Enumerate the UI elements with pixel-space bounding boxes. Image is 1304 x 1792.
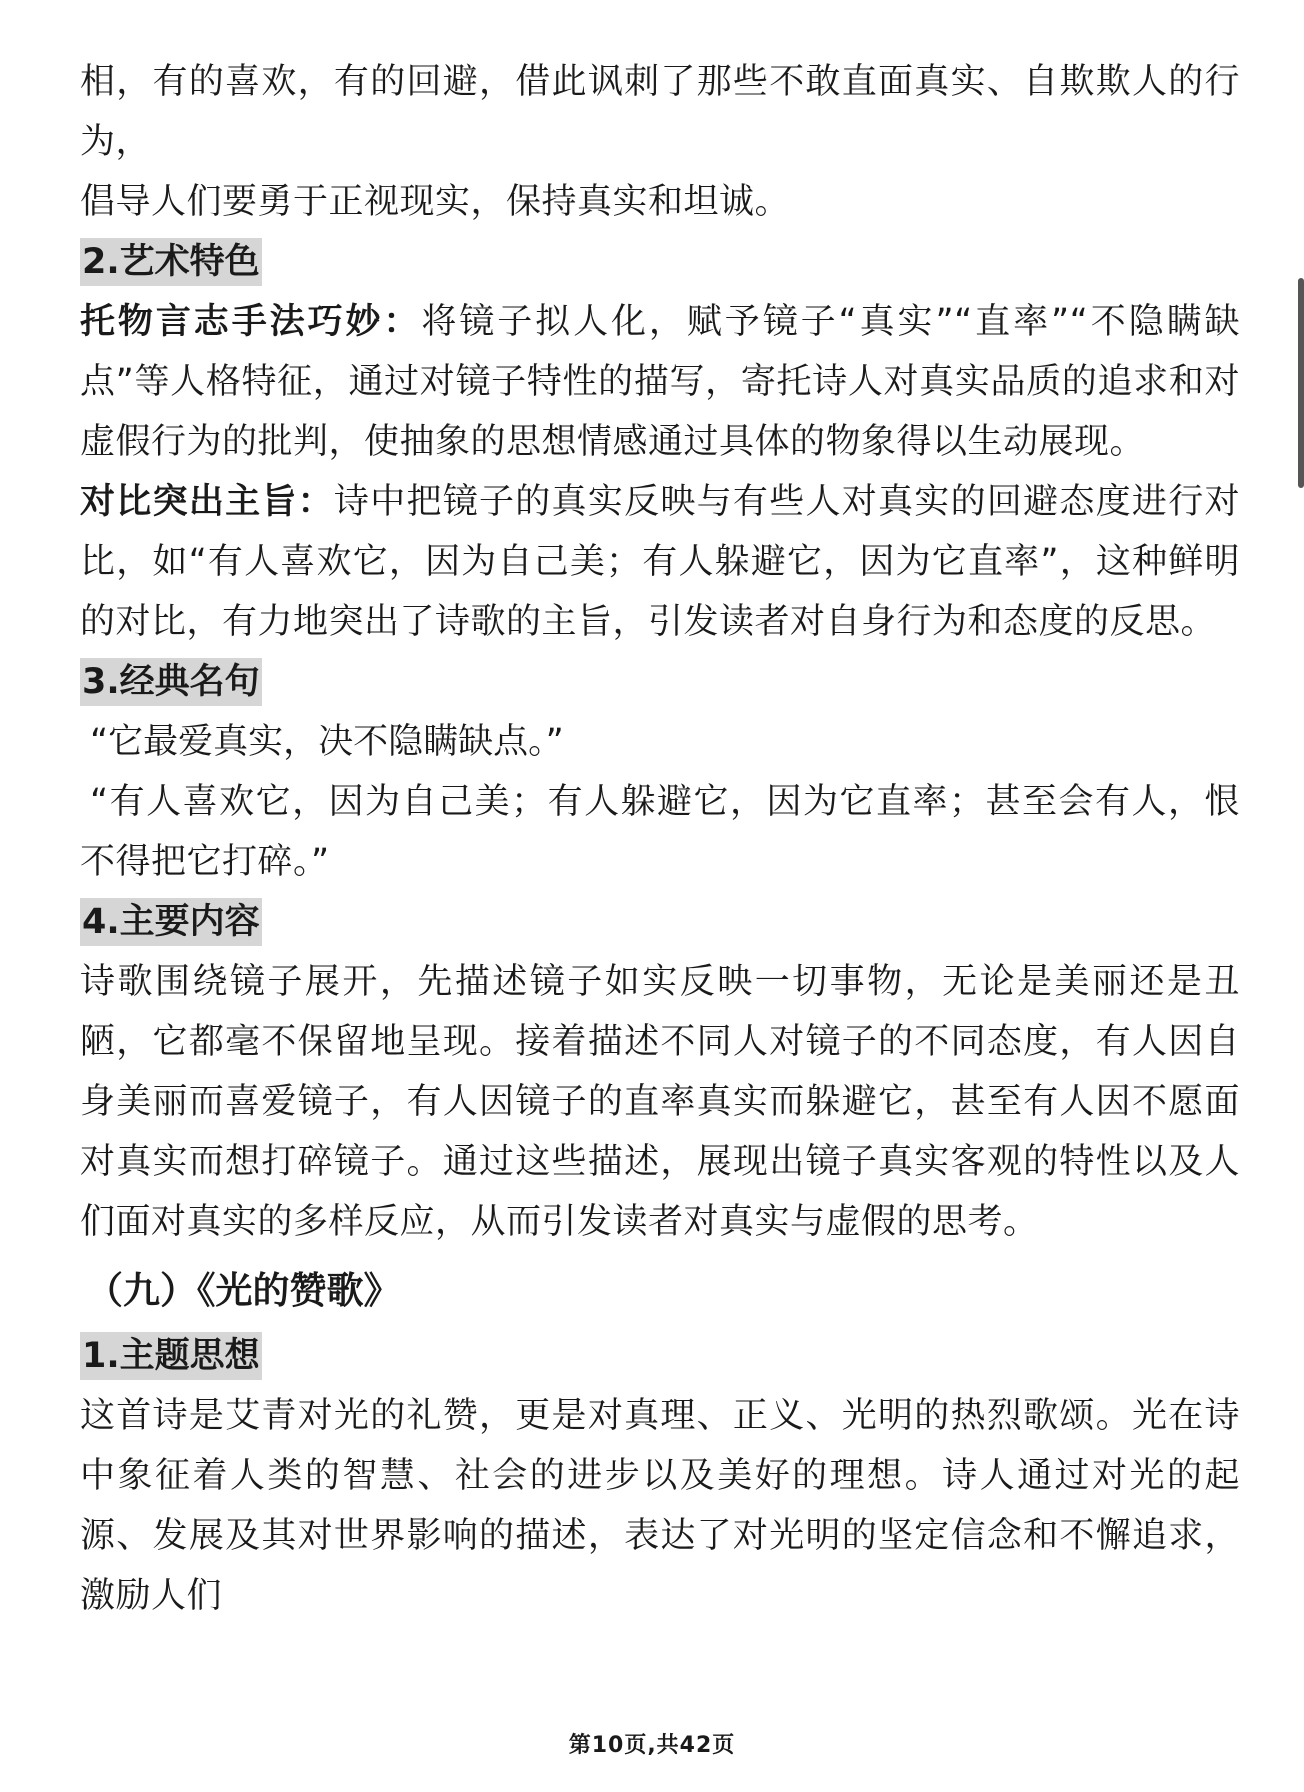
section-heading-art-features: 2.艺术特色 — [80, 238, 262, 286]
intro-line-2: 倡导人们要勇于正视现实，保持真实和坦诚。 — [80, 182, 791, 222]
section-heading-main-content: 4.主要内容 — [80, 898, 262, 946]
section-heading-classic-quotes: 3.经典名句 — [80, 658, 262, 706]
art-feature-item-1-text: 将镜子拟人化，赋予镜子“真实”“直率”“不隐瞒缺点”等人格特征，通过对镜子特性的描写，寄托诗人对真实品质的追求和对虚假行为的批判，使抽象的思想情感通过具体的物象得以生动展现。 — [80, 302, 1240, 462]
scrollbar-thumb[interactable] — [1298, 278, 1304, 488]
classic-quote-1: “它最爱真实，决不隐瞒缺点。” — [90, 722, 564, 762]
art-feature-item-2 — [80, 472, 1240, 652]
art-feature-item-2-text: 诗中把镜子的真实反映与有些人对真实的回避态度进行对比，如“有人喜欢它，因为自己美；有人躲避它，因为它直率”，这种鲜明的对比，有力地突出了诗歌的主旨，引发读者对自身行为和态度的反思。 — [80, 482, 1240, 642]
art-feature-item-2-lead: 对比突出主旨： — [80, 482, 334, 522]
art-feature-item-1 — [80, 292, 1240, 472]
section-heading-theme: 1.主题思想 — [80, 1332, 262, 1380]
document-page — [80, 52, 1240, 1626]
art-feature-item-1-lead: 托物言志手法巧妙： — [80, 302, 422, 342]
theme-text: 这首诗是艾青对光的礼赞，更是对真理、正义、光明的热烈歌颂。光在诗中象征着人类的智慧、社会的进步以及美好的理想。诗人通过对光的起源、发展及其对世界影响的描述，表达了对光明的坚定信念和不懈追求，激励人们 — [80, 1396, 1240, 1616]
classic-quote-2: “有人喜欢它，因为自己美；有人躲避它，因为它直率；甚至会有人，恨不得把它打碎。” — [80, 782, 1240, 882]
main-content-text: 诗歌围绕镜子展开，先描述镜子如实反映一切事物，无论是美丽还是丑陋，它都毫不保留地呈现。接着描述不同人对镜子的不同态度，有人因自身美丽而喜爱镜子，有人因镜子的直率真实而躲避它，甚至有人因不愿面对真实而想打碎镜子。通过这些描述，展现出镜子真实客观的特性以及人们面对真实的多样反应，从而引发读者对真实与虚假的思考。 — [80, 962, 1240, 1242]
page-number-footer: 第10页,共42页 — [568, 1733, 736, 1758]
intro-line-1: 相，有的喜欢，有的回避，借此讽刺了那些不敢直面真实、自欺欺人的行为， — [80, 62, 1240, 162]
section-title-ode-to-light: （九）《光的赞歌》 — [86, 1269, 401, 1312]
